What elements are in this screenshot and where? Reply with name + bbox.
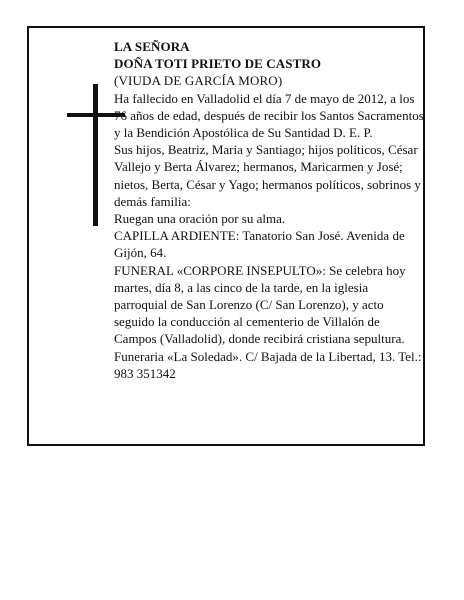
prayer-request: Ruegan una oración por su alma. xyxy=(114,211,286,227)
chapel-info: CAPILLA ARDIENTE: Tanatorio San José. Avenida de Gijón, 64. xyxy=(114,228,405,261)
deceased-name: DOÑA TOTI PRIETO DE CASTRO xyxy=(114,56,322,72)
deceased-title: LA SEÑORA xyxy=(114,39,190,54)
family-list: Sus hijos, Beatriz, María y Santiago; hijos políticos, César Vallejo y Berta Álvarez; hermanos, Maricarmen y José; nietos, Berta, César y Yago; hermanos políticos, sobrinos y demás familia: xyxy=(114,142,421,209)
cross-vertical-bar xyxy=(93,84,98,226)
widow-line: (VIUDA DE GARCÍA MORO) xyxy=(114,73,283,89)
obituary-text xyxy=(114,38,424,382)
funeral-info: FUNERAL «CORPORE INSEPULTO»: Se celebra hoy martes, día 8, a las cinco de la tarde, en la iglesia parroquial de San Lorenzo (C/ San Lorenzo), y acto seguido la conducción al cementerio de Villalón de Campos (Valladolid), donde recibirá cristiana sepultura. xyxy=(114,262,406,347)
death-announcement: Ha fallecido en Valladolid el día 7 de mayo de 2012, a los 76 años de edad, después de recibir los Santos Sacramentos y la Bendición Apostólica de Su Santidad D. E. P. xyxy=(114,90,424,141)
funeral-home-info: Funeraria «La Soledad». C/ Bajada de la Libertad, 13. Tel.: 983 351342 xyxy=(114,348,422,381)
